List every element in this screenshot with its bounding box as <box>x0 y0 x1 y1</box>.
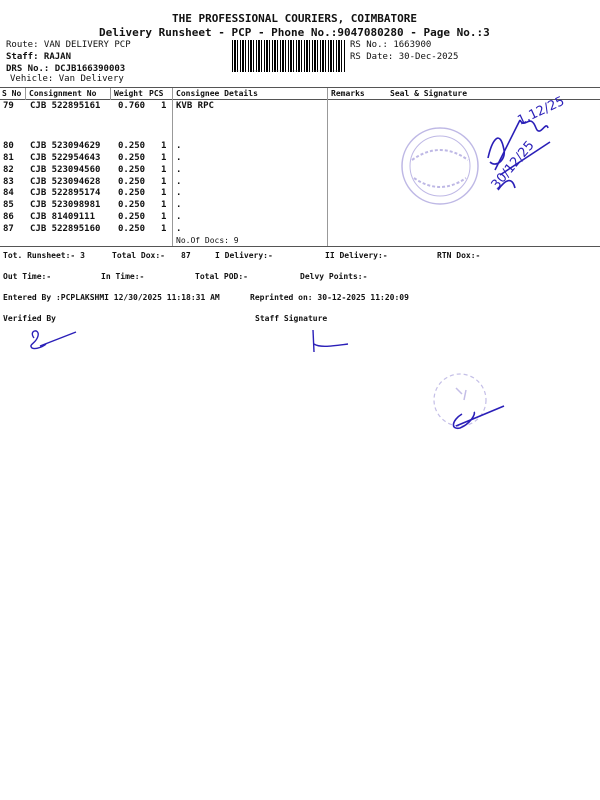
row-consignment: CJB 523094560 <box>30 165 101 175</box>
row-consignment: CJB 81409111 <box>30 212 96 222</box>
row-sno: 82 <box>3 165 14 175</box>
signature-note: 1.12/25 <box>515 93 567 129</box>
vehicle-label: Vehicle: Van Delivery <box>10 74 124 84</box>
col-header-sno: S No <box>2 89 22 98</box>
row-consignment: CJB 522895174 <box>30 188 101 198</box>
company-name: THE PROFESSIONAL COURIERS, COIMBATORE <box>172 12 418 25</box>
row-details: . <box>176 153 182 163</box>
row-sno: 87 <box>3 224 14 234</box>
row-weight: 0.250 <box>118 212 146 222</box>
row-pcs: 1 <box>161 212 167 222</box>
row-sno: 84 <box>3 188 14 198</box>
row-pcs: 1 <box>161 101 167 111</box>
row-consignment: CJB 523094628 <box>30 177 101 187</box>
row-sno: 81 <box>3 153 14 163</box>
row-weight: 0.250 <box>118 224 146 234</box>
ii-delivery: II Delivery:- <box>325 251 388 260</box>
staff-label: Staff: RAJAN <box>6 52 72 62</box>
row-details: . <box>176 200 182 210</box>
row-pcs: 1 <box>161 188 167 198</box>
lower-signature <box>453 406 504 428</box>
row-sno: 79 <box>3 101 14 111</box>
row-pcs: 1 <box>161 200 167 210</box>
row-sno: 83 <box>3 177 14 187</box>
entered-by: Entered By :PCPLAKSHMI 12/30/2025 11:18:31 AM <box>3 293 220 302</box>
out-time: Out Time:- <box>3 272 52 281</box>
row-pcs: 1 <box>161 177 167 187</box>
row-pcs: 1 <box>161 224 167 234</box>
row-consignment: CJB 523094629 <box>30 141 101 151</box>
row-details: . <box>176 165 182 175</box>
row-weight: 0.250 <box>118 200 146 210</box>
row-sno: 85 <box>3 200 14 210</box>
row-details: . <box>176 188 182 198</box>
verified-by-label: Verified By <box>3 314 56 323</box>
row-weight: 0.250 <box>118 177 146 187</box>
in-time: In Time:- <box>101 272 145 281</box>
rtn-dox: RTN Dox:- <box>437 251 481 260</box>
row-weight: 0.250 <box>118 165 146 175</box>
col-header-weight: Weight <box>114 89 143 98</box>
row-weight: 0.250 <box>118 153 146 163</box>
lower-seal-stamp <box>434 374 486 426</box>
row-details: KVB RPC <box>176 101 214 111</box>
drs-number: DRS No.: DCJB166390003 <box>6 64 126 74</box>
row-details: . <box>176 177 182 187</box>
row-consignment: CJB 522895161 <box>30 101 101 111</box>
i-delivery: I Delivery:- <box>215 251 273 260</box>
total-pod: Total POD:- <box>195 272 248 281</box>
route-label: Route: VAN DELIVERY PCP <box>6 40 131 50</box>
row-details: . <box>176 212 182 222</box>
row-pcs: 1 <box>161 165 167 175</box>
round-seal-stamp <box>402 128 478 204</box>
row-sno: 80 <box>3 141 14 151</box>
delvy-points: Delvy Points:- <box>300 272 368 281</box>
total-dox-value: 87 <box>181 251 191 260</box>
row-pcs: 1 <box>161 141 167 151</box>
total-dox-label: Total Dox:- <box>112 251 165 260</box>
row-details: . <box>176 224 182 234</box>
col-header-seal: Seal & Signature <box>390 89 468 98</box>
staff-signature-label: Staff Signature <box>255 314 328 323</box>
rs-number: RS No.: 1663900 <box>350 40 432 50</box>
row-consignment: CJB 522895160 <box>30 224 101 234</box>
row-weight: 0.760 <box>118 101 146 111</box>
row-weight: 0.250 <box>118 141 146 151</box>
col-header-consignee: Consignee Details <box>176 89 258 98</box>
col-header-remarks: Remarks <box>331 89 365 98</box>
verified-signature <box>31 331 76 349</box>
col-header-consignment: Consignment No <box>29 89 97 98</box>
row-consignment: CJB 523098981 <box>30 200 101 210</box>
col-header-pcs: PCS <box>149 89 164 98</box>
staff-signature-mark <box>313 330 348 352</box>
tot-runsheet: Tot. Runsheet:- 3 <box>3 251 85 260</box>
row-weight: 0.250 <box>118 188 146 198</box>
runsheet-title: Delivery Runsheet - PCP - Phone No.:9047080280 - Page No.:3 <box>99 26 490 39</box>
no-of-docs: No.Of Docs: 9 <box>176 236 239 245</box>
row-sno: 86 <box>3 212 14 222</box>
rs-date: RS Date: 30-Dec-2025 <box>350 52 459 62</box>
row-pcs: 1 <box>161 153 167 163</box>
row-details: . <box>176 141 182 151</box>
signature-date: 30/12/25 <box>488 138 538 193</box>
reprinted-on: Reprinted on: 30-12-2025 11:20:09 <box>250 293 409 302</box>
row-consignment: CJB 522954643 <box>30 153 101 163</box>
